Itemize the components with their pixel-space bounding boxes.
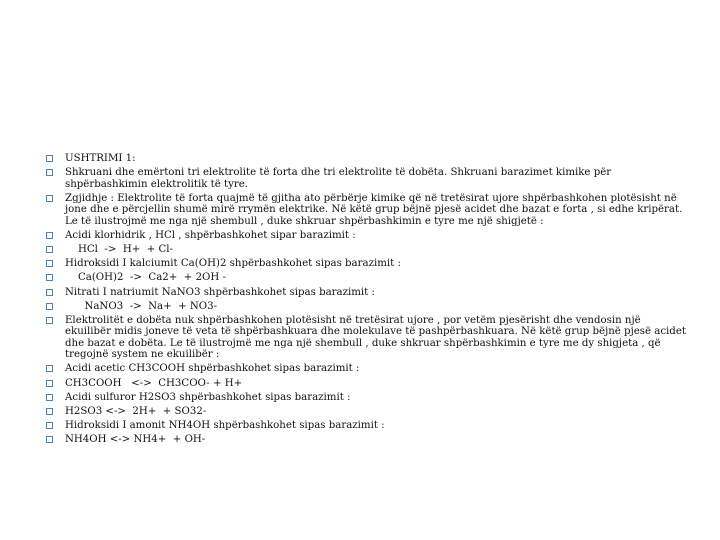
list-item-text: Shkruani dhe emërtoni tri elektrolite të forta dhe tri elektrolite të dobëta. Shkruani barazimet kimike për shpërbashkimin elektrolitik të tyre. bbox=[65, 167, 615, 190]
equation-text: HCl -> H+ + Cl- bbox=[65, 244, 174, 256]
list-item bbox=[46, 258, 686, 269]
square-bullet-icon bbox=[46, 317, 53, 324]
equation-text: CH3COOH <-> CH3COO- + H+ bbox=[65, 377, 243, 389]
square-bullet-icon bbox=[46, 260, 53, 267]
list-item bbox=[46, 272, 686, 283]
square-bullet-icon bbox=[46, 380, 53, 387]
list-item bbox=[46, 230, 686, 241]
square-bullet-icon bbox=[46, 303, 53, 310]
list-item bbox=[46, 287, 686, 298]
equation-text: NH4OH <-> NH4+ + OH- bbox=[65, 434, 206, 446]
document-body bbox=[46, 153, 690, 449]
list-item bbox=[46, 392, 686, 403]
square-bullet-icon bbox=[46, 274, 53, 281]
list-item bbox=[46, 244, 686, 255]
list-item-text: USHTRIMI 1: bbox=[65, 153, 136, 164]
square-bullet-icon bbox=[46, 169, 53, 176]
list-item-text: Hidroksidi I amonit NH4OH shpërbashkohet sipas barazimit : bbox=[65, 420, 385, 432]
list-item bbox=[46, 378, 686, 389]
square-bullet-icon bbox=[46, 394, 53, 401]
list-item bbox=[46, 420, 686, 431]
square-bullet-icon bbox=[46, 195, 53, 202]
list-item-text: Acidi sulfuror H2SO3 shpërbashkohet sipas barazimit : bbox=[65, 391, 351, 403]
square-bullet-icon bbox=[46, 422, 53, 429]
equation-text: H2SO3 <-> 2H+ + SO32- bbox=[65, 406, 207, 418]
equation-text: Ca(OH)2 -> Ca2+ + 2OH - bbox=[65, 272, 226, 284]
square-bullet-icon bbox=[46, 289, 53, 296]
square-bullet-icon bbox=[46, 365, 53, 372]
list-item bbox=[46, 434, 686, 445]
list-item-text: Zgjidhje : Elektrolite të forta quajmë të gjitha ato përbërje kimike që në tretësirat ujore shpërbashkohen plotësisht në jone dhe e përcjellin shumë mirë rrymën elektrike. Në këtë grup bëjnë pjesë acidet dhe bazat e forta , si edhe kripërat. Le të ilustrojmë me nga një shembull , duke shkruar shpërbashkimin e tyre me një shigjetë : bbox=[65, 192, 686, 227]
list-item bbox=[46, 301, 686, 312]
square-bullet-icon bbox=[46, 436, 53, 443]
list-item-text: Acidi acetic CH3COOH shpërbashkohet sipas barazimit : bbox=[65, 363, 360, 375]
square-bullet-icon bbox=[46, 246, 53, 253]
list-item bbox=[46, 406, 686, 417]
list-item bbox=[46, 363, 686, 374]
equation-text: NaNO3 -> Na+ + NO3- bbox=[65, 300, 218, 312]
list-item bbox=[46, 193, 686, 227]
square-bullet-icon bbox=[46, 408, 53, 415]
list-item-text: Acidi klorhidrik , HCl , shpërbashkohet sipar barazimit : bbox=[65, 229, 356, 241]
square-bullet-icon bbox=[46, 232, 53, 239]
list-item bbox=[46, 167, 686, 190]
list-item-text: Nitrati I natriumit NaNO3 shpërbashkohet sipas barazimit : bbox=[65, 286, 375, 298]
list-item-text: Elektrolitët e dobëta nuk shpërbashkohen plotësisht në tretësirat ujore , por vetëm pjesërisht dhe vendosin një ekuilibër midis joneve të veta të shpërbashkuara dhe molekulave të pashpërbashkuara. Në këtë grup bëjnë pjesë acidet dhe bazat e dobëta. Le të ilustrojmë me nga një shembull , duke shkruar shpërbashkimin e tyre me dy shigjeta , që tregojnë system ne ekuilibër : bbox=[65, 315, 690, 361]
square-bullet-icon bbox=[46, 155, 53, 162]
bullet-list bbox=[46, 153, 690, 446]
list-item-text: Hidroksidi I kalciumit Ca(OH)2 shpërbashkohet sipas barazimit : bbox=[65, 258, 401, 270]
list-item bbox=[46, 315, 690, 361]
list-item bbox=[46, 153, 686, 164]
